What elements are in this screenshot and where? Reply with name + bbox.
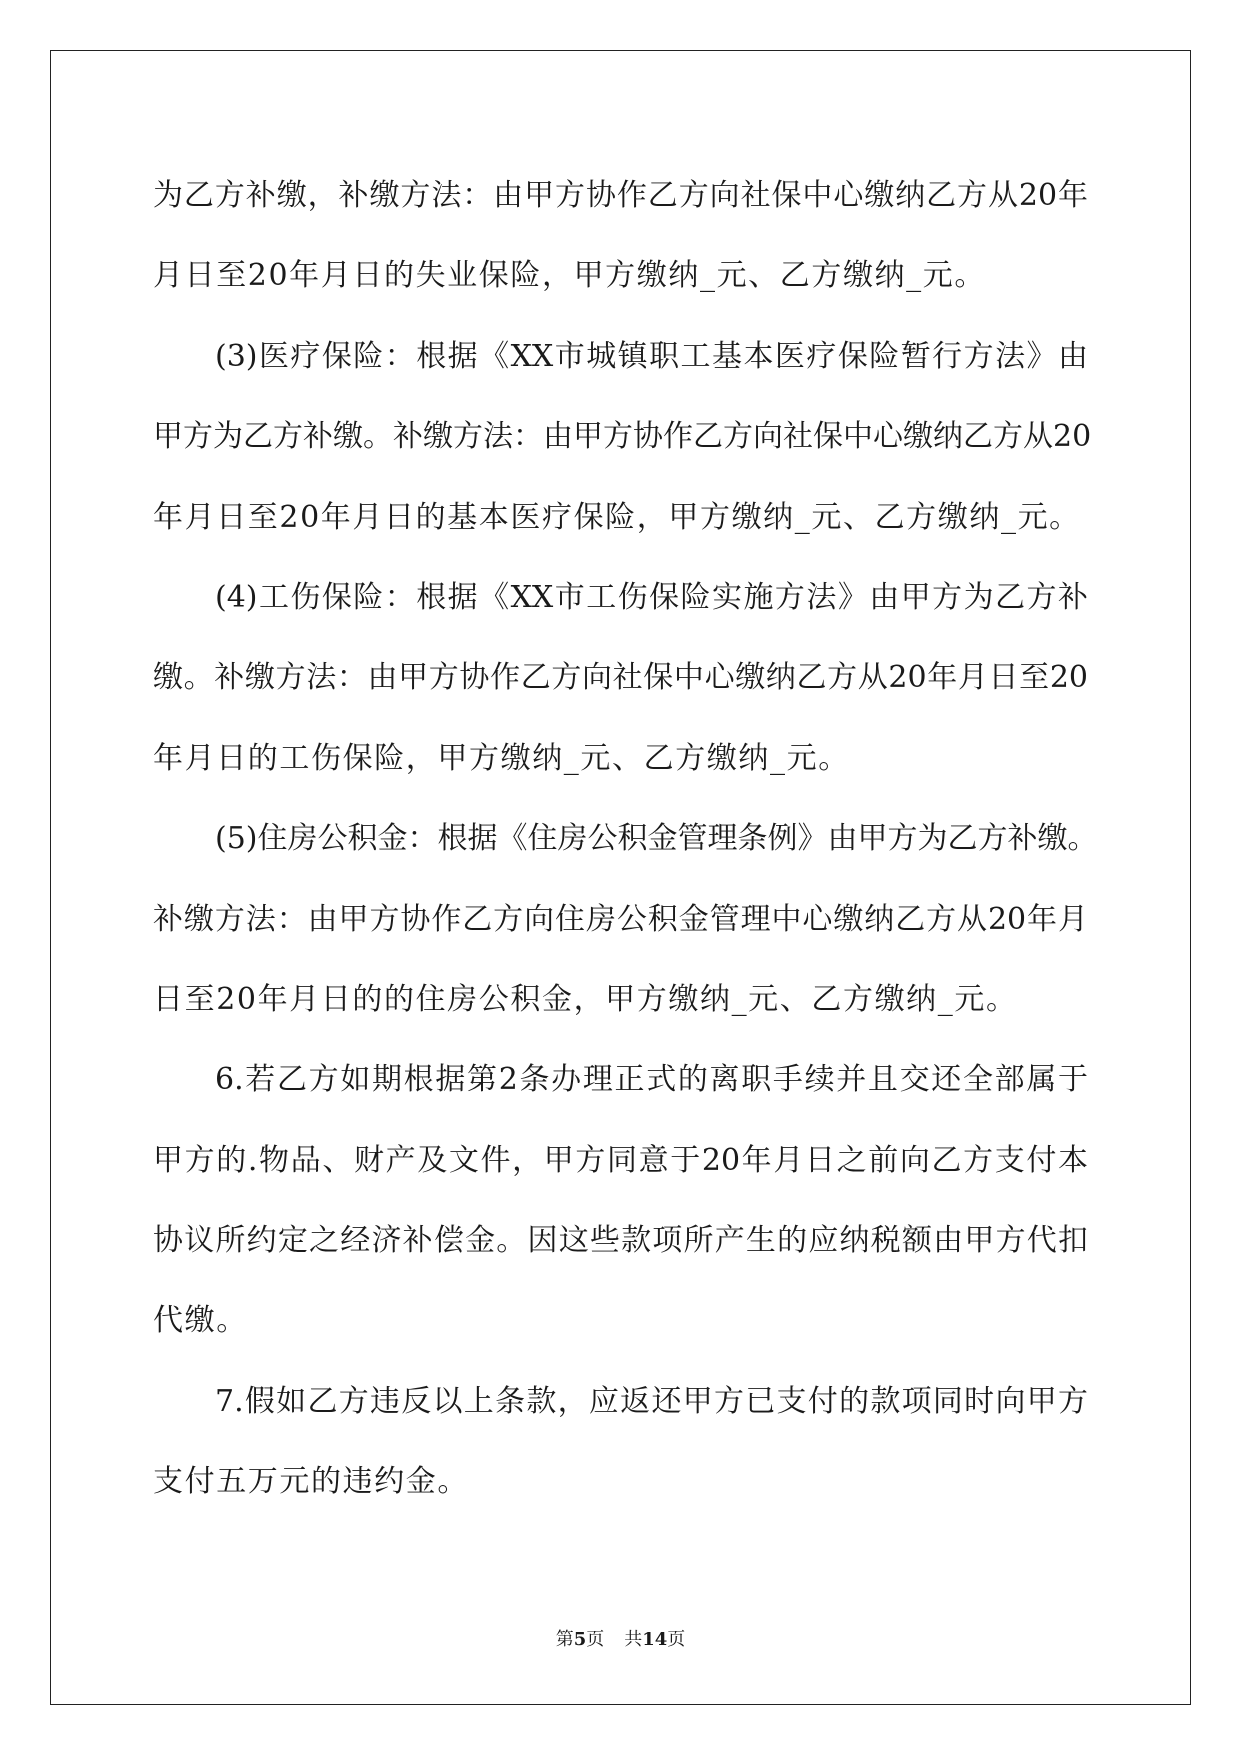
text-line: 月日至20年月日的失业保险，甲方缴纳_元、乙方缴纳_元。 xyxy=(153,258,986,294)
text-line: 甲方的.物品、财产及文件，甲方同意于20年月日之前向乙方支付本 xyxy=(153,1142,1088,1178)
total-pages: 14 xyxy=(642,1629,668,1650)
text-line: 为乙方补缴，补缴方法：由甲方协作乙方向社保中心缴纳乙方从20年 xyxy=(153,178,1088,213)
text-line: 支付五万元的违约金。 xyxy=(153,1464,469,1500)
text-line: 日至20年月日的的住房公积金，甲方缴纳_元、乙方缴纳_元。 xyxy=(153,981,1018,1017)
paragraph-first-line: (5)住房公积金：根据《住房公积金管理条例》由甲方为乙方补缴。 xyxy=(215,821,1098,857)
footer-total-prefix: 共 xyxy=(624,1629,643,1650)
document-body xyxy=(153,156,1098,1523)
footer-prefix: 第 xyxy=(555,1629,574,1650)
text-line: 补缴方法：由甲方协作乙方向住房公积金管理中心缴纳乙方从20年月 xyxy=(153,901,1088,937)
paragraph-first-line: (4)工伤保险：根据《XX市工伤保险实施方法》由甲方为乙方补 xyxy=(215,579,1088,615)
page-number: 5 xyxy=(573,1629,587,1650)
paragraph-first-line: 7.假如乙方违反以上条款，应返还甲方已支付的款项同时向甲方 xyxy=(215,1383,1088,1419)
paragraph-first-line: (3)医疗保险：根据《XX市城镇职工基本医疗保险暂行方法》由 xyxy=(215,338,1088,374)
text-line: 协议所约定之经济补偿金。因这些款项所产生的应纳税额由甲方代扣 xyxy=(153,1223,1088,1259)
footer-page-suffix: 页 xyxy=(586,1629,605,1650)
page-footer xyxy=(0,1628,1241,1652)
footer-total-suffix: 页 xyxy=(667,1629,686,1650)
text-line: 代缴。 xyxy=(153,1303,248,1339)
text-line: 年月日至20年月日的基本医疗保险，甲方缴纳_元、乙方缴纳_元。 xyxy=(153,499,1081,535)
text-line: 缴。补缴方法：由甲方协作乙方向社保中心缴纳乙方从20年月日至20 xyxy=(153,660,1088,696)
paragraph-first-line: 6.若乙方如期根据第2条办理正式的离职手续并且交还全部属于 xyxy=(215,1062,1088,1098)
text-line: 年月日的工伤保险，甲方缴纳_元、乙方缴纳_元。 xyxy=(153,740,850,776)
text-line: 甲方为乙方补缴。补缴方法：由甲方协作乙方向社保中心缴纳乙方从20 xyxy=(153,419,1092,455)
